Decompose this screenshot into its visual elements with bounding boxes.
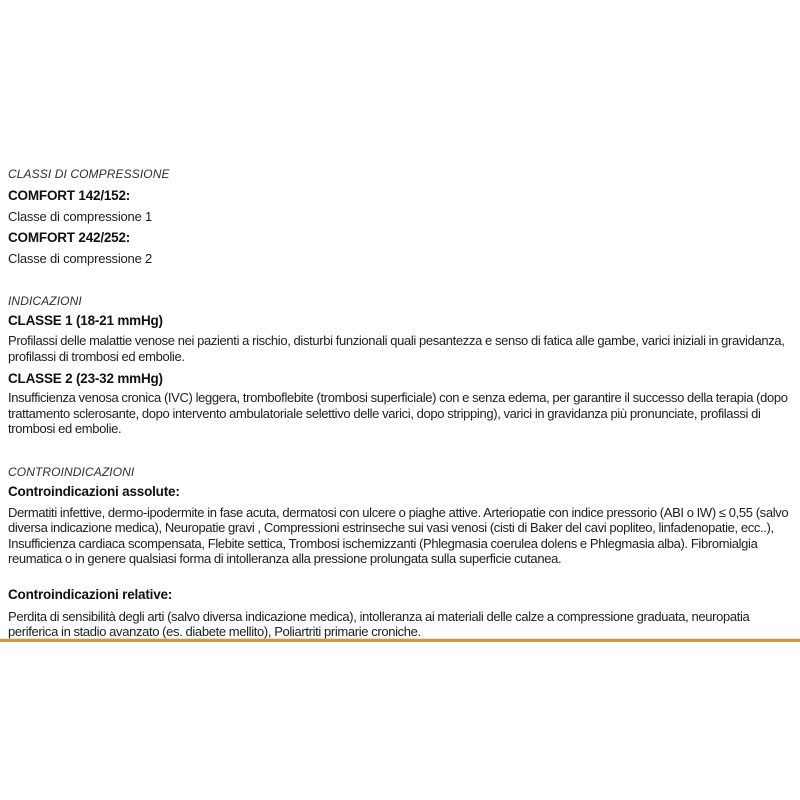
comfort-142-152-text: Classe di compressione 1 bbox=[8, 209, 153, 224]
classe-1-paragraph: Profilassi delle malattie venose nei pazienti a rischio, disturbi funzionali quali pesantezza e senso di fatica alle gambe, varici iniziali in gravidanza, profilassi di trombosi ed embolie. bbox=[8, 333, 785, 364]
section-label-controindicazioni: CONTROINDICAZIONI bbox=[8, 464, 135, 479]
controindicazioni-relative-paragraph: Perdita di sensibilità degli arti (salvo diversa indicazione medica), intolleranza ai materiali delle calze a compressione graduata, neuropatia periferica in stadio avanzato (es. diabete mellito), Poliartriti primarie croniche. bbox=[8, 608, 750, 639]
classe-2-paragraph: Insufficienza venosa cronica (IVC) leggera, tromboflebite (trombosi superficiale) con e senza edema, per garantire il successo della terapia (dopo trattamento sclerosante, dopo intervento ambulatoriale selettivo delle varici, dopo stripping), varici in gravidanza più pronunciate, profilassi di trombosi ed embolie. bbox=[8, 390, 788, 436]
classe-2-heading: CLASSE 2 (23-32 mmHg) bbox=[8, 371, 163, 386]
controindicazioni-assolute-heading: Controindicazioni assolute: bbox=[8, 483, 180, 499]
controindicazioni-assolute-paragraph: Dermatiti infettive, dermo-ipodermite in fase acuta, dermatosi con ulcere o piaghe attive. Arteriopatie con indice pressorio (ABI o IW) ≤ 0,55 (salvo diversa indicazione medica), Neuropatie gravi , Compressioni estrinseche sui vasi venosi (cisti di Baker del cavi popliteo, linfadenopatie, ecc..), Insufficienza cardiaca scompensata, Flebite settica, Trombosi ischemizzanti (Phlegmasia coerulea dolens e Phlegmasia alba). Fibromialgia reumatica o in genere qualsiasi forma di intolleranza alla pressione prolungata sulla superficie cutanea. bbox=[8, 504, 789, 566]
section-controindicazioni bbox=[8, 464, 792, 640]
comfort-142-152-heading: COMFORT 142/152: bbox=[8, 188, 131, 203]
section-classi-di-compressione bbox=[8, 166, 792, 267]
comfort-242-252-heading: COMFORT 242/252: bbox=[8, 230, 131, 245]
section-label-classi: CLASSI DI COMPRESSIONE bbox=[8, 167, 170, 181]
classe-1-heading: CLASSE 1 (18-21 mmHg) bbox=[8, 313, 163, 328]
section-label-indicazioni: INDICAZIONI bbox=[8, 294, 82, 308]
section-indicazioni bbox=[8, 293, 792, 437]
gold-divider-line bbox=[0, 639, 800, 642]
controindicazioni-relative-heading: Controindicazioni relative: bbox=[8, 586, 173, 602]
comfort-242-252-text: Classe di compressione 2 bbox=[8, 251, 153, 266]
